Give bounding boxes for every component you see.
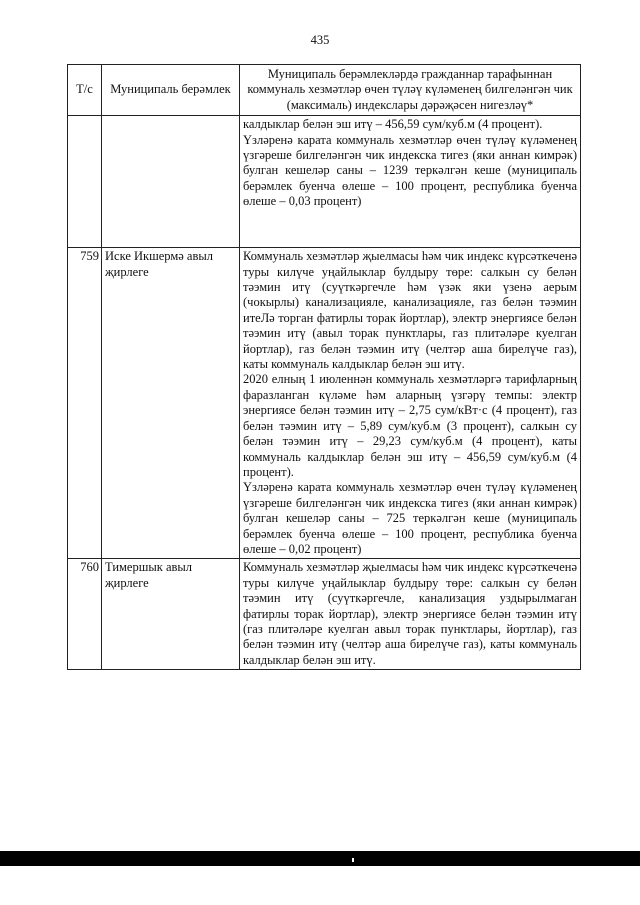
paragraph: калдыклар белән эш итү – 456,59 сум/куб.м (4 процент). xyxy=(243,117,543,132)
table-row xyxy=(68,116,581,248)
row-municipality: Тимершык авыл җирлеге xyxy=(102,559,240,670)
row-num: 759 xyxy=(68,248,102,559)
paragraph: Коммуналь хезмәтләр җыелмасы һәм чик индекс күрсәткеченә туры килүче уңайлыклар булдыру төре: салкын су белән тәэмин итү (суүткәргечле, канализация уздырылмаган фатирлы торак йортлар), электр энергиясе белән тәэмин итү (газ плитәләре куелган авыл торак пунктлары, йортлар), газ белән тәэмин итү (челтәр аша бирелүче газ), каты коммуналь калдыклар белән эш итү. xyxy=(243,560,577,667)
header-description: Муниципаль берәмлекләрдә гражданнар тарафыннан коммуналь хезмәтләр өчен түләү күләменең билгеләнгән чик (максималь) индекслары дәрәҗәсен нигезләү* xyxy=(240,65,581,116)
page-number: 435 xyxy=(310,33,330,47)
table-row xyxy=(68,559,581,670)
scan-edge-bar xyxy=(0,851,640,866)
paragraph: 2020 елның 1 июленнән коммуналь хезмәтләргә тарифларның фаразланган күләме һәм аларның үзгәрү темпы: электр энергиясе белән тәэмин итү – 2,75 сум/кВт·с (4 процент), газ белән тәэмин итү – 5,89 сум/куб.м (3 процент), салкын су белән тәэмин итү – 29,23 сум/куб.м (4 процент), каты коммуналь калдыклар белән эш итү – 456,59 сум/куб.м (4 процент). xyxy=(243,372,577,479)
table-row xyxy=(68,248,581,559)
paragraph: Коммуналь хезмәтләр җыелмасы һәм чик индекс күрсәткеченә туры килүче уңайлыклар булдыру төре: салкын су белән тәэмин итү (суүткәргечле һәм үзәк яки үзенә аерым (чокырлы) канализацияле, канализацияле, газ белән тәэмин итеЛә торган фатирлы торак йортлар), электр энергиясе белән тәэмин итү (авыл торак пунктлары, газ плитәләре куелган йортлар), газ белән тәэмин итү (челтәр аша бирелүче газ), каты коммуналь калдыклар белән эш итү. xyxy=(243,249,577,372)
row-description xyxy=(240,116,581,248)
table-header-row xyxy=(68,65,581,116)
scan-mark xyxy=(352,858,354,862)
paragraph: Үзләренә карата коммуналь хезмәтләр өчен түләү күләменең үзгәреше билгеләнгән чик индекска тигез (яки аннан кимрәк) булган кешеләр саны – 1239 теркәлгән кеше (муниципаль берәмлек буенча өлеше – 100 процент, республика буенча өлеше – 0,03 процент) xyxy=(243,132,577,209)
row-description xyxy=(240,248,581,559)
row-num: 760 xyxy=(68,559,102,670)
header-num: Т/с xyxy=(68,65,102,116)
row-municipality xyxy=(102,116,240,248)
header-municipality: Муниципаль берәмлек xyxy=(102,65,240,116)
row-description xyxy=(240,559,581,670)
row-municipality: Иске Икшермә авыл җирлеге xyxy=(102,248,240,559)
tariff-table xyxy=(67,64,581,670)
paragraph: Үзләренә карата коммуналь хезмәтләр өчен түләү күләменең үзгәреше билгеләнгән чик индекска тигез (яки аннан кимрәк) булган кешеләр саны – 725 теркәлгән кеше (муниципаль берәмлек буенча өлеше – 100 процент, республика буенча өлеше – 0,02 процент) xyxy=(243,480,577,556)
row-num xyxy=(68,116,102,248)
